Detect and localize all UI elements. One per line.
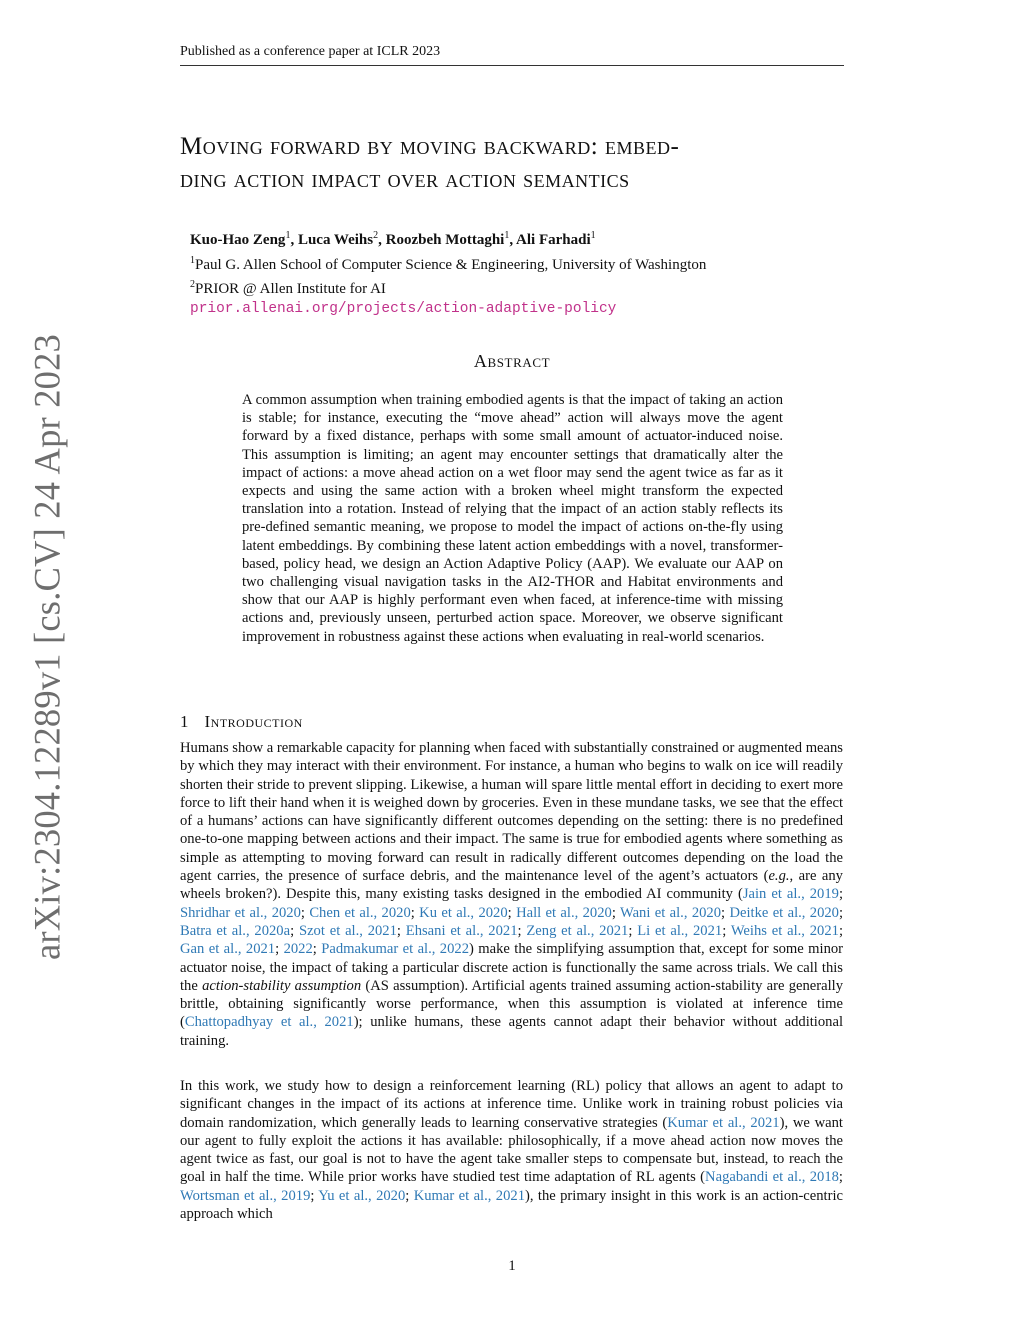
section-title: Introduction [204,712,303,731]
intro-paragraph-2: In this work, we study how to design a reinforcement learning (RL) policy that allows an agent to adapt to significant changes in the impact of its actions at inference time. Unlike work in training robust policies via domain randomization, which generally leads to learning conservative strategies (Kumar et al., 2021), we want our agent to fully exploit the actions it has available: philosophically, if a move ahead action now moves the agent twice as fast, our goal is not to have the agent take smaller steps to compensate but, instead, to reach the goal in half the time. While prior works have studied test time adaptation of RL agents (Nagabandi et al., 2018; Wortsman et al., 2019; Yu et al., 2020; Kumar et al., 2021), the primary insight in this work is an action-centric approach which [180,1078,844,1223]
citation-link[interactable]: Shridhar et al., 2020 [180,904,301,921]
citation-link[interactable]: Weihs et al., 2021 [730,922,839,939]
citation-link[interactable]: Batra et al., 2020a [180,922,291,939]
title-line-1: Moving forward by moving backward: embed- [180,133,680,160]
paper-title [180,130,860,196]
abstract-heading: Abstract [473,351,551,371]
author-name: Luca Weihs [297,232,374,248]
author-name: Kuo-Hao Zeng [190,232,286,248]
citation-link[interactable]: Li et al., 2021 [637,922,723,939]
author-name: Ali Farhadi [516,232,591,248]
page-number: 1 [508,1258,516,1274]
author-name: Roozbeh Mottaghi [385,232,505,248]
citation-link[interactable]: Jain et al., 2019 [742,886,839,903]
project-url-link[interactable]: prior.allenai.org/projects/action-adaptive-policy [190,300,617,317]
citation-link[interactable]: Deitke et al., 2020 [729,904,839,921]
citation-link[interactable]: Zeng et al., 2021 [526,922,629,939]
citation-link[interactable]: Wani et al., 2020 [619,904,722,921]
citation-link[interactable]: Ehsani et al., 2021 [405,922,518,939]
citation-link[interactable]: 2022 [283,941,313,958]
citation-link[interactable]: Wortsman et al., 2019 [180,1187,311,1204]
citation-link[interactable]: Kumar et al., 2021 [667,1114,780,1131]
affiliation-2: $^2$PRIOR @ Allen Institute for AI [190,279,386,297]
citation-link[interactable]: Ku et al., 2020 [419,904,508,921]
citation-link[interactable]: Yu et al., 2020 [318,1187,406,1204]
author-list: Kuo-Hao Zeng$^1$, Luca Weihs$^2$, Roozbeh Mottaghi$^1$, Ali Farhadi$^1$ [190,230,596,248]
affiliation-1: $^1$Paul G. Allen School of Computer Science & Engineering, University of Washington [190,254,707,273]
citation-link[interactable]: Nagabandi et al., 2018 [705,1169,839,1186]
citation-link[interactable]: Szot et al., 2021 [298,922,397,939]
arxiv-stamp-text: arXiv:2304.12289v1 [cs.CV] 24 Apr 2023 [26,333,68,961]
author-block [190,226,850,319]
citation-link[interactable]: Chen et al., 2020 [309,904,411,921]
intro-paragraph-1: Humans show a remarkable capacity for planning when faced with substantially constrained or augmented means by which they may interact with their environment. For instance, a human who begins to walk on ice will readily shorten their stride to prevent slipping. Likewise, a human will spare little mental effort in deciding to exert more force to lift their hand when it is weighed down by groceries. Even in these mundane tasks, we see that the effect of a humans’ actions can have significantly different outcomes depending on the setting: there is no predefined one-to-one mapping between actions and their impact. The same is true for embodied agents where something as simple as attempting to moving forward can result in radically different outcomes depending on the load the agent carries, the presence of surface debris, and the maintenance level of the agent’s actuators (e.g., are any wheels broken?). Despite this, many existing tasks designed in the embodied AI community (Jain et al., 2019; Shridhar et al., 2020; Chen et al., 2020; Ku et al., 2020; Hall et al., 2020; Wani et al., 2020; Deitke et al., 2020; Batra et al., 2020a; Szot et al., 2021; Ehsani et al., 2021; Zeng et al., 2021; Li et al., 2021; Weihs et al., 2021; Gan et al., 2021; 2022; Padmakumar et al., 2022) make the simplifying assumption that, except for some minor actuator noise, the impact of taking a particular discrete action is functionally the same across trials. We call this the action-stability assumption (AS assumption). Artificial agents trained assuming action-stability are generally brittle, obtaining significantly worse performance, when this assumption is violated at inference time (Chattopadhyay et al., 2021); unlike humans, these agents cannot adapt their behavior without additional training. [180,740,844,1049]
running-header: Published as a conference paper at ICLR 2023 [180,44,844,66]
arxiv-stamp[interactable] [10,333,85,961]
citation-link[interactable]: Padmakumar et al., 2022 [321,941,469,958]
citation-link[interactable]: Chattopadhyay et al., 2021 [184,1014,354,1031]
section-number: 1 [180,712,189,731]
title-line-2: ding action impact over action semantics [180,166,630,193]
abstract-text: A common assumption when training embodied agents is that the impact of taking an action is stable; for instance, executing the “move ahead” action will always move the agent forward by a fixed distance, perhaps with some small amount of actuator-induced noise. This assumption is limiting; an agent may encounter settings that dramatically alter the impact of actions: a move ahead action on a wet floor may send the agent twice as far as it expects and using the same action with a broken wheel might transform the expected translation into a rotation. Instead of relying that the impact of an action stably reflects its pre-defined semantic meaning, we propose to model the impact of actions on-the-fly using latent embeddings. By combining these latent action embeddings with a novel, transformer-based, policy head, we design an Action Adaptive Policy (AAP). We evaluate our AAP on two challenging visual navigation tasks in the AI2-THOR and Habitat environments and show that our AAP is highly performant even when faced, at inference-time with missing actions and, previously unseen, perturbed action space. Moreover, we observe significant improvement in robustness against these actions when evaluating in real-world scenarios. [242,392,783,645]
citation-link[interactable]: Kumar et al., 2021 [413,1187,525,1204]
citation-link[interactable]: Gan et al., 2021 [180,941,276,958]
citation-link[interactable]: Hall et al., 2020 [516,904,612,921]
section-heading-introduction [180,712,303,732]
